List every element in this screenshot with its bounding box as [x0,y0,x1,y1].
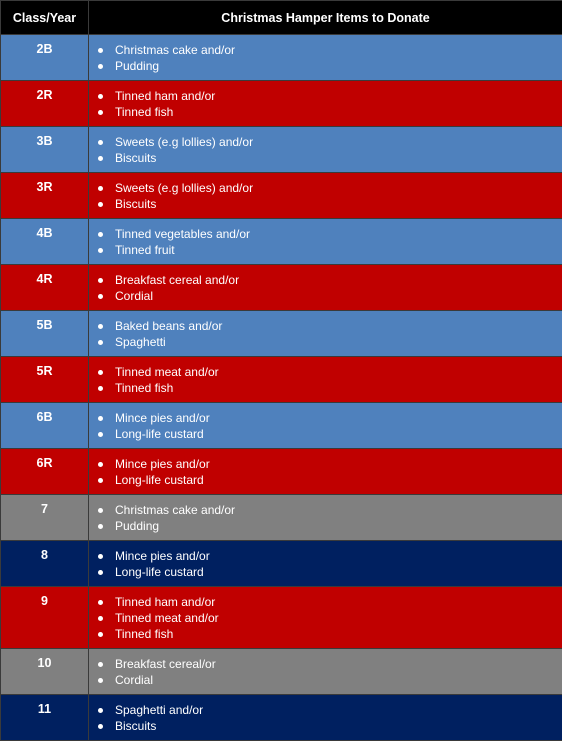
table-row [1,495,562,541]
table-row [1,649,562,695]
item-list [89,272,562,304]
list-item: Mince pies and/or [115,548,562,564]
list-item: Sweets (e.g lollies) and/or [115,180,562,196]
table-row [1,35,562,81]
list-item: Tinned vegetables and/or [115,226,562,242]
table-row [1,219,562,265]
class-year-cell: 3B [1,127,89,173]
item-list [89,364,562,396]
items-header: Christmas Hamper Items to Donate [89,1,562,35]
table-row [1,265,562,311]
item-list [89,134,562,166]
class-year-cell: 4B [1,219,89,265]
list-item: Spaghetti [115,334,562,350]
items-cell [89,219,562,265]
list-item: Christmas cake and/or [115,502,562,518]
item-list [89,180,562,212]
list-item: Pudding [115,58,562,74]
items-cell [89,35,562,81]
item-list [89,548,562,580]
items-cell [89,265,562,311]
list-item: Cordial [115,288,562,304]
table-row [1,81,562,127]
item-list [89,502,562,534]
list-item: Tinned meat and/or [115,610,562,626]
list-item: Tinned fish [115,626,562,642]
class-year-cell: 6R [1,449,89,495]
items-cell [89,587,562,649]
class-year-cell: 2B [1,35,89,81]
list-item: Tinned fish [115,104,562,120]
list-item: Mince pies and/or [115,456,562,472]
list-item: Tinned ham and/or [115,594,562,610]
list-item: Sweets (e.g lollies) and/or [115,134,562,150]
list-item: Tinned meat and/or [115,364,562,380]
items-cell [89,311,562,357]
list-item: Breakfast cereal and/or [115,272,562,288]
list-item: Cordial [115,672,562,688]
items-cell [89,357,562,403]
class-year-cell: 6B [1,403,89,449]
items-cell [89,81,562,127]
list-item: Tinned ham and/or [115,88,562,104]
list-item: Spaghetti and/or [115,702,562,718]
list-item: Biscuits [115,150,562,166]
class-year-cell: 2R [1,81,89,127]
items-cell [89,403,562,449]
table-row [1,173,562,219]
table-row [1,127,562,173]
list-item: Mince pies and/or [115,410,562,426]
table-row [1,587,562,649]
list-item: Breakfast cereal/or [115,656,562,672]
items-cell [89,541,562,587]
class-year-cell: 8 [1,541,89,587]
item-list [89,88,562,120]
class-year-cell: 7 [1,495,89,541]
list-item: Biscuits [115,718,562,734]
items-cell [89,449,562,495]
class-year-cell: 10 [1,649,89,695]
items-cell [89,127,562,173]
list-item: Tinned fish [115,380,562,396]
header-row [1,1,562,35]
item-list [89,456,562,488]
item-list [89,42,562,74]
class-year-cell: 9 [1,587,89,649]
table-row [1,357,562,403]
item-list [89,702,562,734]
class-year-cell: 5B [1,311,89,357]
item-list [89,656,562,688]
item-list [89,226,562,258]
list-item: Long-life custard [115,426,562,442]
items-cell [89,173,562,219]
list-item: Pudding [115,518,562,534]
item-list [89,318,562,350]
class-year-cell: 5R [1,357,89,403]
table-row [1,541,562,587]
items-cell [89,695,562,741]
item-list [89,594,562,643]
class-year-cell: 11 [1,695,89,741]
list-item: Tinned fruit [115,242,562,258]
list-item: Long-life custard [115,564,562,580]
table-row [1,403,562,449]
class-year-cell: 3R [1,173,89,219]
table-body [1,35,562,741]
items-cell [89,649,562,695]
list-item: Long-life custard [115,472,562,488]
class-year-cell: 4R [1,265,89,311]
class-year-header: Class/Year [1,1,89,35]
list-item: Biscuits [115,196,562,212]
table-row [1,311,562,357]
table-row [1,449,562,495]
list-item: Christmas cake and/or [115,42,562,58]
item-list [89,410,562,442]
items-cell [89,495,562,541]
list-item: Baked beans and/or [115,318,562,334]
table-row [1,695,562,741]
